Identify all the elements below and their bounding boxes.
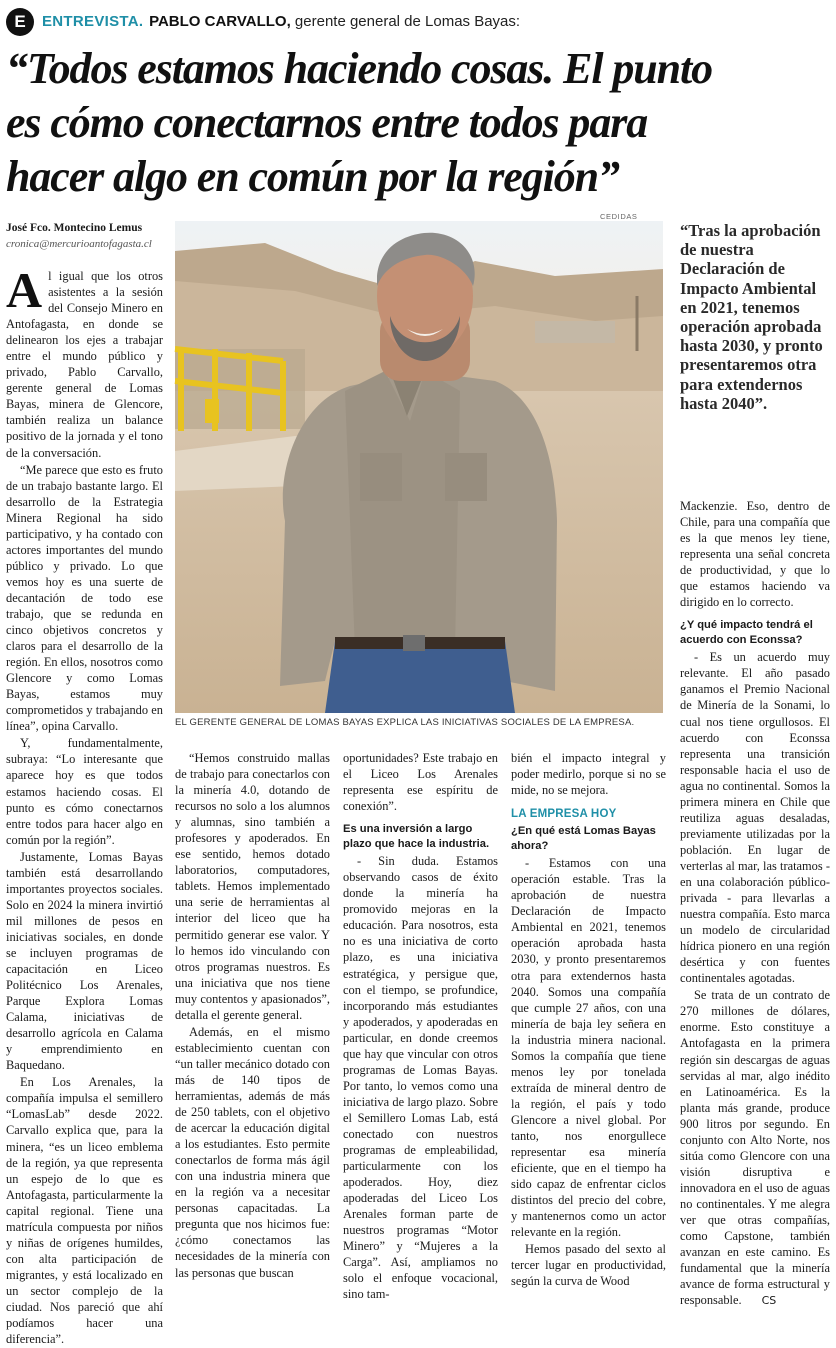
author-email: cronica@mercurioantofagasta.cl [6, 238, 152, 250]
section-label: ENTREVISTA [42, 13, 139, 30]
author-name: José Fco. Montecino Lemus [6, 222, 143, 234]
article-paragraph: Y, fundamentalmente, subraya: “Lo interesante que aparece hoy es que todos estamos haciendo cosas. El punto es cómo conectarnos entre todos para hacer algo en común por la región”. [6, 736, 163, 847]
end-mark-icon: CS [761, 1294, 777, 1308]
interview-photo [175, 221, 663, 713]
headline-line: es cómo conectarnos entre todos para [6, 98, 648, 147]
article-column-1 [6, 262, 163, 1348]
kicker: ENTREVISTA. PABLO CARVALLO, gerente general de Lomas Bayas: [42, 13, 521, 30]
headline-line: “Todos estamos haciendo cosas. El punto [6, 44, 713, 93]
article-paragraph: Además, en el mismo establecimiento cuentan con “un taller mecánico dotado con más de 140 tipos de herramientas, además de más de 250 tablets, con el objetivo de acercar la educación digital a los estudiantes. Esto permite conectarlos de forma más ágil con una industria minera que en la región va a necesitar personas capacitadas. La pregunta que nos hicimos fue: ¿cómo conectamos las necesidades de la minería con las personas que buscan [175, 1024, 330, 1280]
photo-credit: CEDIDAS [600, 212, 638, 221]
drop-cap: A [6, 262, 43, 318]
article-paragraph: “Me parece que esto es fruto de un trabajo bastante largo. El desarrollo de la Estrategia Minera Regional ha sido participativo, y ha contado con actores importantes del mundo público y privado. Lo que vemos hoy es una suerte de decantación de todo ese trabajo, que se redunda en cinco objetivos concretos y claros para el desarrollo de la región. En ellos, nosotros como Glencore y como Lomas Bayas, estamos muy comprometidos y trabajando en línea”, opina Carvallo. [6, 462, 163, 734]
portrait-illustration [175, 221, 663, 713]
article-column-4 [511, 750, 666, 1290]
article-paragraph: Justamente, Lomas Bayas también está desarrollando importantes proyectos sociales. Solo en 2024 la minera invirtió mil millones de pesos en iniciativas sociales, en donde se incluyen programas de capacitación en Liceo Politécnico Los Arenales, Parque Explora Lomas Calama, iniciativas de desarrollo agrícola en Calama y emprendimiento en Baquedano. [6, 849, 163, 1073]
interview-question: ¿Y qué impacto tendrá el acuerdo con Econssa? [680, 619, 813, 647]
article-column-5 [680, 498, 830, 1310]
article-paragraph: “Hemos construido mallas de trabajo para conectarlos con la minería 4.0, dotando de recursos no solo a los alumnos y alumnas, sino también a profesores y apoderados. En ese sentido, hemos dotado laboratorios, computadores, tablets. Hemos implementado una serie de herramientas al interior del liceo que ha permitido generar ese valor. Y lo hemos ido vinculando con otros programas nuestros. Es una iniciativa que nos tiene muy contentos y apasionados”, detalla el gerente general. [175, 751, 330, 1022]
section-subhead: LA EMPRESA HOY [511, 808, 617, 821]
article-paragraph: Se trata de un contrato de 270 millones de dólares, enorme. Esto constituye a Antofagasta en la primera región sin descargas de aguas servidas al mar, algo inédito en Latinoamérica. Es la planta más grande, produce 900 litros por segundo. En conjunto con Alto Norte, nos sitúa como Glencore con una visión disruptiva e innovadora en el uso de aguas no continentales. Y me alegra ver que otras compañías, como Capstone, también avanzan en este camino. Es fundamental que la minería avance de forma estructural y responsable. CS [680, 987, 830, 1309]
header-bar [6, 8, 830, 36]
article-paragraph: En Los Arenales, la compañía impulsa el semillero “LomasLab” desde 2022. Carvallo explica que, para la minera, “es un liceo emblema de la región, ya que representa un espejo de lo que es Antofagasta, particularmente la capital regional. Tiene una matrícula compuesta por niños y niñas de orígenes humildes, con alta participación de migrantes, y está localizado en un sector complejo de la ciudad. Nos pareció que ahí podíamos hacer una diferencia”. [6, 1075, 163, 1347]
article-column-3 [343, 750, 498, 1304]
headline-line: hacer algo en común por la región” [6, 152, 619, 201]
article-paragraph: - Sin duda. Estamos observando casos de éxito donde la minería ha promovido mejoras en la educación. Para nosotros, esta no es una iniciativa de corto plazo, es una iniciativa estratégica, y persigue que, con el tiempo, se profundice, incorporando más estudiantes y apoderados, y apoderadas en particular, en donde creemos que hay que vincular con otros programas de Lomas Bayas. Por tanto, lo vemos como una iniciativa de largo plazo. Sobre el Semillero Lomas Lab, está conectado con nuestros programas de empleabilidad, particularmente con los apoderados. Hoy, diez apoderadas del Liceo Los Arenales forman parte de nuestros programas “Motor Minero” y “Mujeres a la Carga”. Así, ampliamos no solo el enfoque vocacional, sino tam- [343, 854, 498, 1302]
article-paragraph: - Estamos con una operación estable. Tras la aprobación de nuestra Declaración de Impacto Ambiental en 2021, tenemos operación aprobada hasta 2030, y pronto presentaremos otra para extendernos hasta 2040. Somos una compañía que cumple 27 años, con una minería de baja ley señera en la industria minera nacional. Somos la compañía que tiene menos ley por tonelada extraída de mineral dentro de la región, el país y todo Glencore a nivel global. Por tanto, nos enorgullece representar esa minería eficiente, que en el tiempo ha sido capaz de enfrentar ciclos distintos del precio del cobre, y mantenernos como un actor relevante en la región. [511, 856, 666, 1240]
interviewee-role: gerente general de Lomas Bayas: [290, 13, 521, 30]
headline [6, 42, 830, 204]
article-paragraph: bién el impacto integral y poder medirlo, porque si no se mide, no se mejora. [511, 751, 666, 798]
interviewee-name: PABLO CARVALLO, [149, 13, 291, 30]
article-paragraph: Hemos pasado del sexto al tercer lugar en productividad, según la curva de Wood [511, 1242, 666, 1289]
interview-question: Es una inversión a largo plazo que hace la industria. [343, 823, 490, 851]
section-badge: E [6, 8, 34, 36]
photo-caption: EL GERENTE GENERAL DE LOMAS BAYAS EXPLICA LAS INICIATIVAS SOCIALES DE LA EMPRESA. [175, 717, 635, 728]
article-paragraph: Mackenzie. Eso, dentro de Chile, para una compañía que es la que menos ley tiene, representa una señal concreta de productividad, y que lo que estamos haciendo va dirigido en lo correcto. [680, 499, 830, 610]
pull-quote: “Tras la aprobación de nuestra Declaración de Impacto Ambiental en 2021, tenemos operación aprobada hasta 2030, y pronto presentaremos otra para extendernos hasta 2040”. [680, 221, 823, 413]
interview-question: ¿En qué está Lomas Bayas ahora? [511, 825, 656, 853]
article-paragraph: oportunidades? Este trabajo en el Liceo Los Arenales representa ese espíritu de conexión”. [343, 751, 498, 814]
article-paragraph: - Es un acuerdo muy relevante. El año pasado ganamos el Premio Nacional de Minería de la Sonami, lo cual nos tiene orgullosos. El acuerdo con Econssa representa una transición responsable hacia el uso de agua no continental. Somos la primera minera en Chile que reutiliza aguas desaladas, previamente utilizadas por la población. En lugar de verterlas al mar, las tratamos - en una colaboración público-privada - para llevarlas a nuestra compañía. Esto marca un modelo de circularidad hídrica pionero en una región desértica y con fuentes continentales agotadas. [680, 650, 830, 986]
byline [6, 222, 168, 250]
article-column-2 [175, 750, 330, 1282]
article-paragraph: Al igual que los otros asistentes a la sesión del Consejo Minero en Antofagasta, en donde se delinearon los ejes a trabajar entre el mundo público y privado, Pablo Carvallo, gerente general de Lomas Bayas, minera de Glencore, también realiza un balance positivo de la jornada y el tono de la conversación. [6, 262, 163, 460]
